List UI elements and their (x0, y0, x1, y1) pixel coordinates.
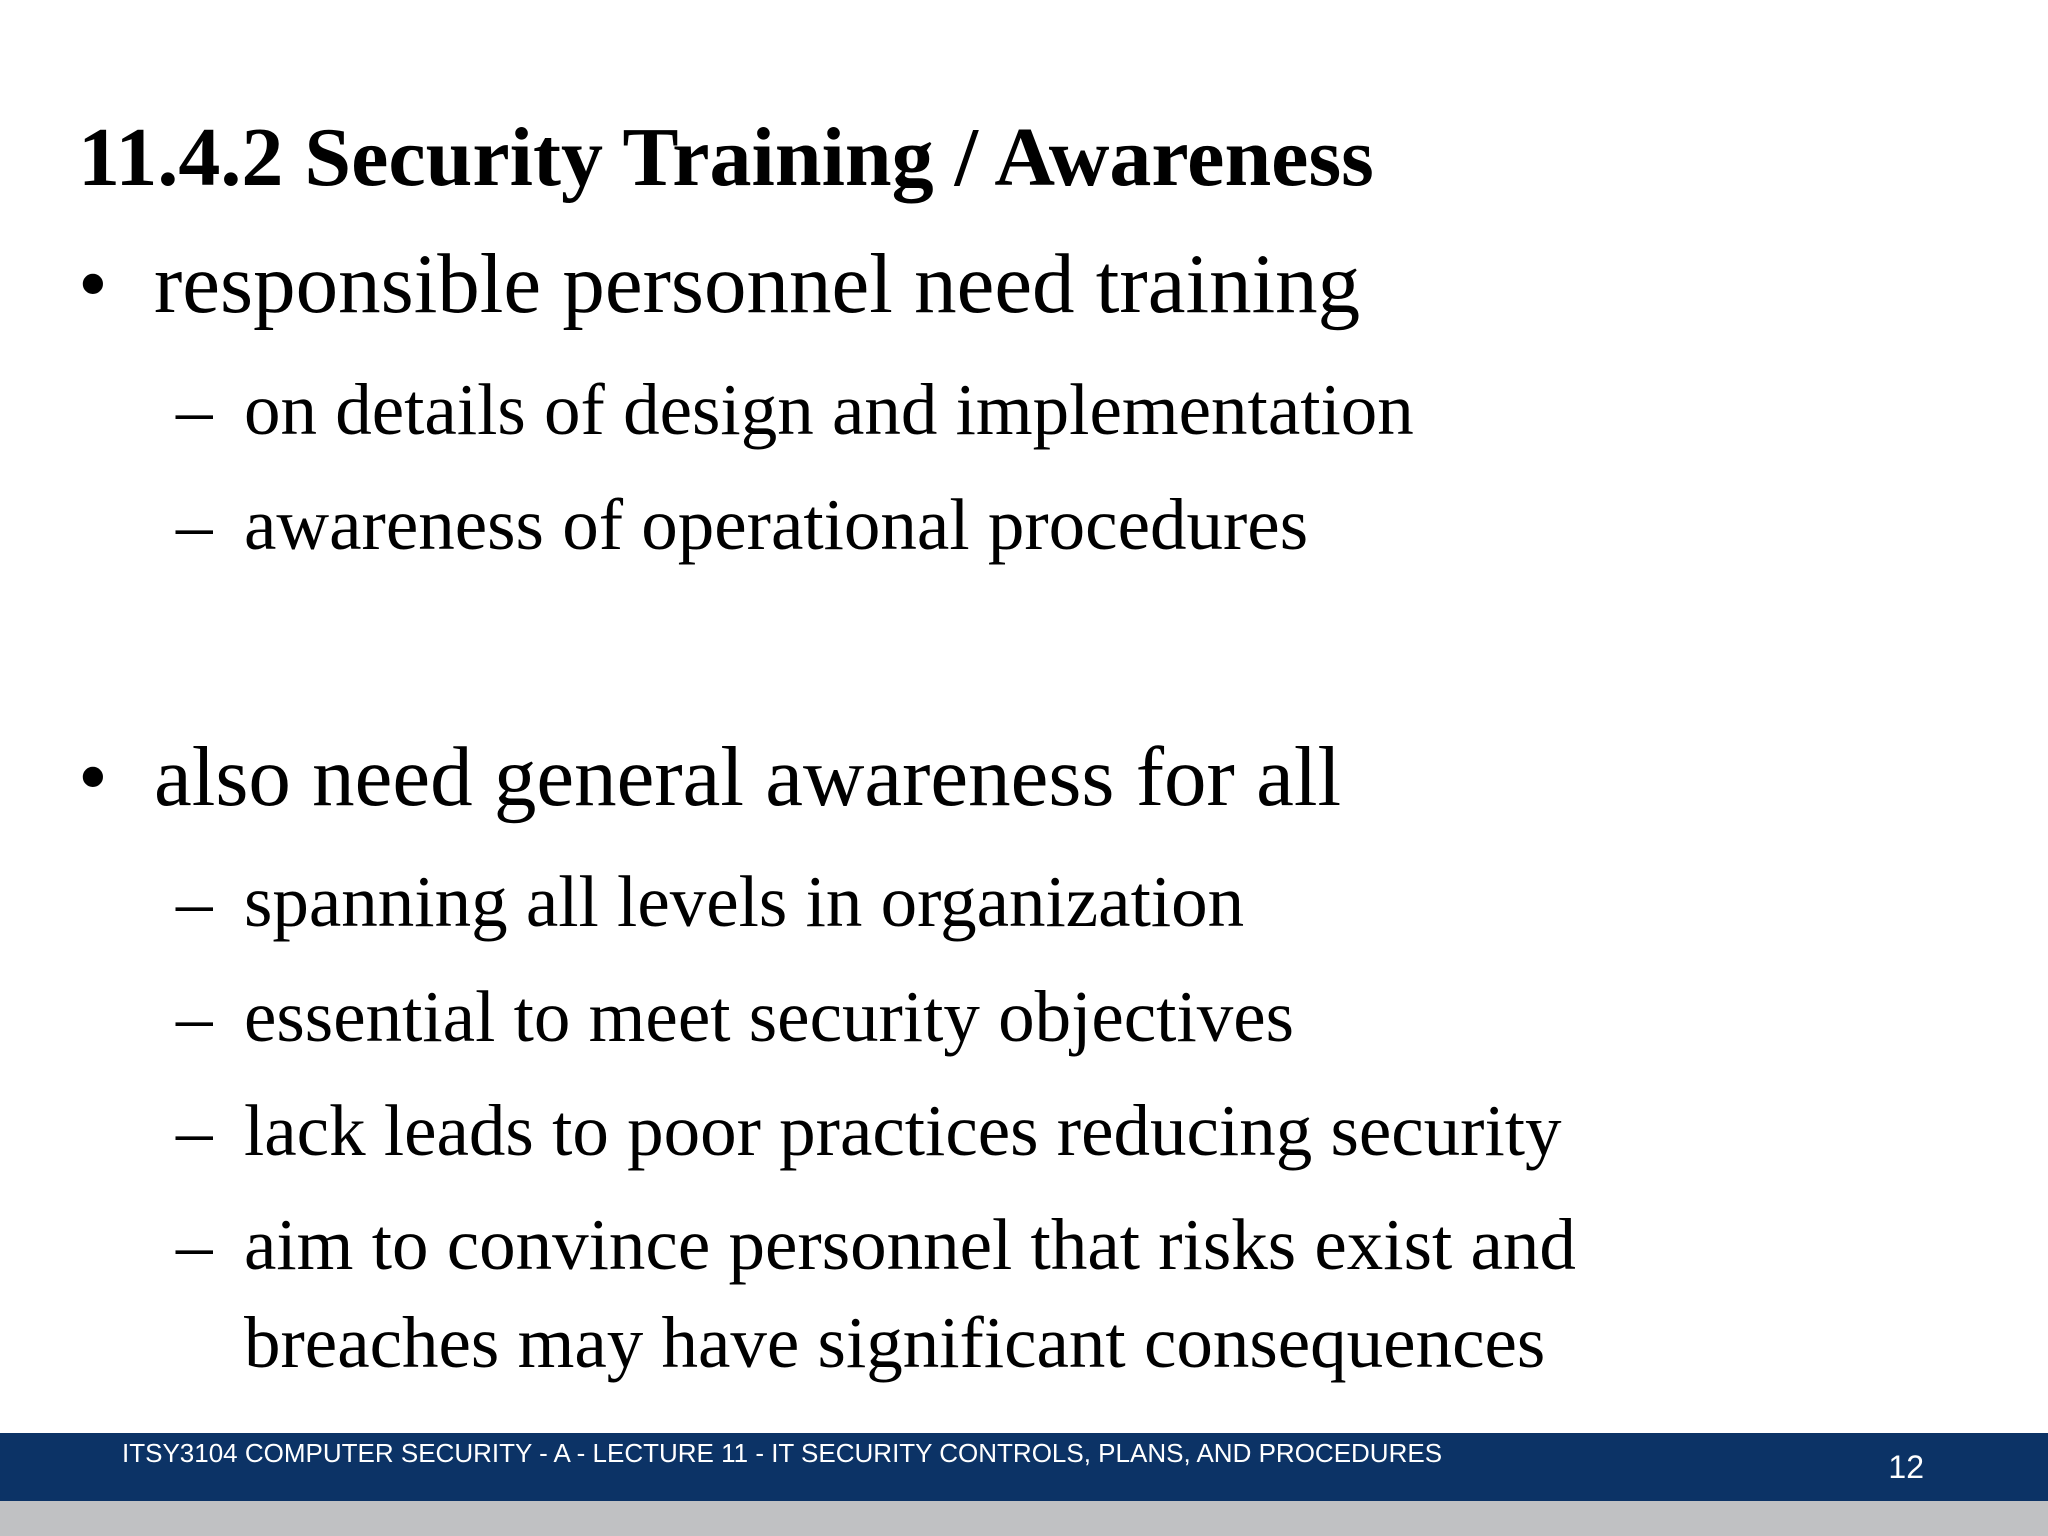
bullet-text: also need general awareness for all (154, 730, 1342, 824)
dash-glyph: – (176, 976, 213, 1057)
sub-bullet-text: breaches may have significant consequences (244, 1302, 1546, 1383)
slide-title: 11.4.2 Security Training / Awareness (78, 111, 1374, 204)
sub-bullet-text: spanning all levels in organization (244, 861, 1245, 942)
sub-bullet-text: awareness of operational procedures (244, 484, 1309, 565)
sub-bullet-text: essential to meet security objectives (244, 976, 1295, 1057)
dash-glyph: – (176, 484, 213, 565)
page-number: 12 (1888, 1449, 1924, 1485)
bullet-glyph: • (78, 237, 108, 331)
dash-glyph: – (176, 1204, 213, 1285)
sub-bullet-text: aim to convince personnel that risks exist and (244, 1204, 1576, 1285)
footer-bar (0, 1433, 2048, 1501)
dash-glyph: – (176, 1090, 213, 1171)
footer-course-title: ITSY3104 COMPUTER SECURITY - A - LECTURE 11 - IT SECURITY CONTROLS, PLANS, AND PROCEDURES (122, 1438, 1443, 1468)
dash-glyph: – (176, 369, 213, 450)
bullet-text: responsible personnel need training (154, 237, 1361, 331)
dash-glyph: – (176, 861, 213, 942)
bullet-glyph: • (78, 730, 108, 824)
sub-bullet-text: lack leads to poor practices reducing security (244, 1090, 1562, 1171)
sub-bullet-text: on details of design and implementation (244, 369, 1414, 450)
bottom-strip (0, 1501, 2048, 1536)
